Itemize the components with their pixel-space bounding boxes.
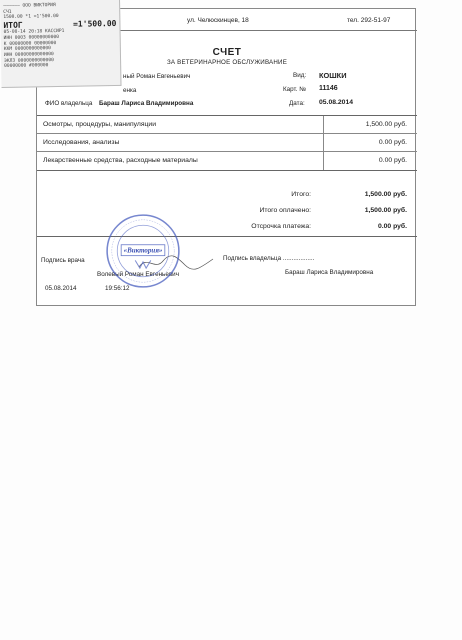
owner-sign-label: Подпись владельца ..................: [223, 255, 315, 262]
species-value: КОШКИ: [319, 71, 347, 80]
services-table: [37, 115, 417, 171]
cash-receipt: [0, 0, 122, 88]
date-label: Дата:: [289, 100, 305, 107]
service-amount: 0.00 руб.: [378, 139, 407, 146]
document-title: СЧЕТ: [212, 47, 242, 58]
service-name: Осмотры, процедуры, манипуляции: [43, 121, 157, 128]
document-subtitle: ЗА ВЕТЕРИНАРНОЕ ОБСЛУЖИВАНИЕ: [166, 59, 288, 66]
owner-name: Бараш Лариса Владимировна: [99, 100, 194, 107]
sign-date: 05.08.2014: [45, 285, 77, 292]
service-name: Лекарственные средства, расходные материалы: [43, 157, 198, 164]
service-row: [37, 116, 417, 134]
doctor-name-partial: ный Роман Евгеньевич: [123, 73, 191, 80]
owner-full-name: Бараш Лариса Владимировна: [285, 269, 374, 276]
service-amount: 0.00 руб.: [378, 157, 407, 164]
receipt-line: —————— ООО ВИКТОРИЯ: [3, 3, 56, 9]
date-value: 05.08.2014: [319, 99, 354, 106]
clinic-phone: тел. 292-51-97: [347, 17, 391, 24]
receipt-line: ККМ 0000000000000: [3, 46, 51, 53]
service-row: [37, 152, 417, 170]
paid-label: Итого оплачено:: [259, 207, 311, 214]
receipt-line: ЭКЛЗ 0000000000000: [4, 57, 54, 64]
stamp-center-text: «Виктория»: [123, 246, 163, 255]
signatures-section: [37, 247, 417, 305]
species-label: Вид:: [293, 72, 307, 79]
receipt-line: ИНН 0003 00000000000: [3, 34, 60, 41]
service-name: Исследования, анализы: [43, 139, 120, 146]
clinic-name-partial: енка: [123, 87, 137, 94]
sign-time: 19:56:12: [105, 285, 130, 292]
clinic-stamp: [104, 212, 182, 290]
service-row: [37, 134, 417, 152]
totals-section: [37, 179, 417, 237]
deferred-value: 0.00 руб.: [377, 223, 407, 230]
clinic-address: ул. Челюскинцев, 18: [187, 17, 249, 24]
card-label: Карт. №: [283, 86, 306, 93]
total-value: 1,500.00 руб.: [364, 191, 407, 198]
doctor-full-name: Волевый Роман Евгеньевич: [97, 271, 179, 278]
owner-label: ФИО владельца: [45, 100, 93, 107]
card-value: 11146: [319, 85, 338, 92]
receipt-line: СЧ1: [3, 9, 12, 15]
paid-value: 1,500.00 руб.: [364, 207, 407, 214]
receipt-line: К 00000000 00000000: [3, 40, 57, 47]
receipt-line: 1500.00 *1 =1'500.00: [3, 14, 59, 21]
receipt-line: 05-08-14 20:18 КАССИР1: [3, 28, 65, 36]
receipt-total-label: ИТОГ: [3, 20, 23, 31]
deferred-label: Отсрочка платежа:: [251, 223, 311, 230]
receipt-line: 00000000 #000000: [4, 63, 49, 70]
receipt-line: ИНН 00000000000000: [3, 51, 54, 58]
service-amount: 1,500.00 руб.: [365, 121, 407, 128]
receipt-total-value: =1'500.00: [72, 19, 117, 29]
total-label: Итого:: [291, 191, 311, 198]
doctor-sign-label: Подпись врача: [41, 257, 85, 264]
